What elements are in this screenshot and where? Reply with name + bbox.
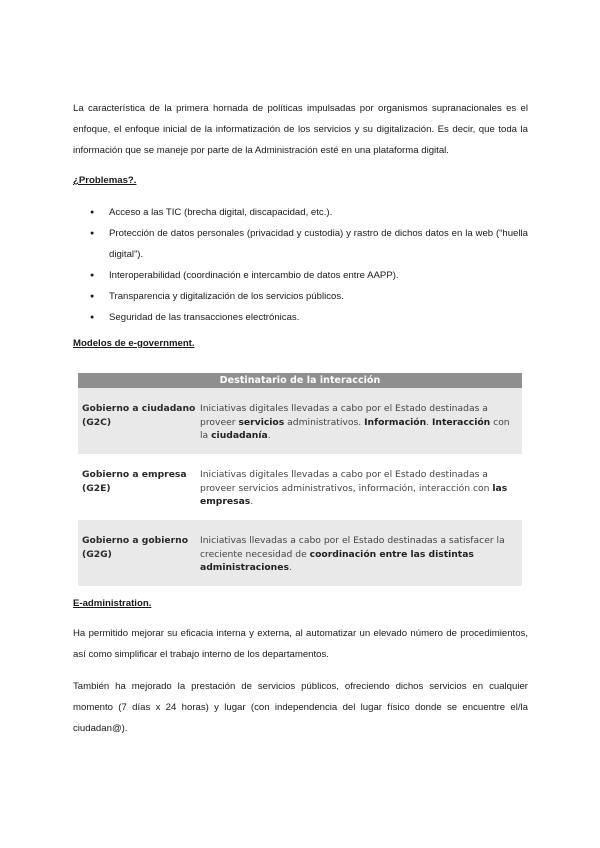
list-item: ● Seguridad de las transacciones electrónicas. <box>73 307 528 328</box>
row-title: Gobierno a empresa (G2E) <box>82 469 187 494</box>
problems-heading: ¿Problemas?. <box>73 175 137 186</box>
eadmin-heading: E-administration. <box>73 598 152 609</box>
row-description: Iniciativas digitales llevadas a cabo por el Estado destinadas a proveer servicios administrativos, información, interacción con las empresas. <box>200 469 508 507</box>
row-title: Gobierno a gobierno (G2G) <box>82 535 189 560</box>
row-description: Iniciativas llevadas a cabo por el Estado destinadas a satisfacer la creciente necesidad de coordinación entre las distintas administraciones. <box>200 535 505 573</box>
egov-models-table <box>78 373 522 586</box>
list-item: ● Protección de datos personales (privacidad y custodia) y rastro de dichos datos en la web (“huella digital”). <box>73 223 528 265</box>
models-heading: Modelos de e-government. <box>73 338 195 349</box>
problems-list <box>73 202 528 328</box>
table-row <box>78 520 522 586</box>
table-row <box>78 388 522 454</box>
row-description: Iniciativas digitales llevadas a cabo por el Estado destinadas a proveer servicios administrativos. Información. Interacción con la ciudadanía. <box>200 403 510 441</box>
list-item: ● Interoperabilidad (coordinación e intercambio de datos entre AAPP). <box>73 265 528 286</box>
eadmin-paragraph-1: Ha permitido mejorar su eficacia interna y externa, al automatizar un elevado número de procedimientos, así como simplificar el trabajo interno de los departamentos. <box>73 628 528 660</box>
table-header: Destinatario de la interacción <box>78 373 522 388</box>
table-row <box>78 454 522 520</box>
eadmin-paragraph-2: También ha mejorado la prestación de servicios públicos, ofreciendo dichos servicios en cualquier momento (7 días x 24 horas) y lugar (con independencia del lugar físico donde se encuentre el/la ciudadan@). <box>73 681 528 734</box>
intro-paragraph: La característica de la primera hornada de políticas impulsadas por organismos supranacionales es el enfoque, el enfoque inicial de la informatización de los servicios y su digitalización. Es decir, que toda la información que se maneje por parte de la Administración esté en una plataforma digital. <box>73 103 528 156</box>
row-title: Gobierno a ciudadano (G2C) <box>82 403 196 428</box>
list-item: ● Transparencia y digitalización de los servicios públicos. <box>73 286 528 307</box>
list-item: ● Acceso a las TIC (brecha digital, discapacidad, etc.). <box>73 202 528 223</box>
